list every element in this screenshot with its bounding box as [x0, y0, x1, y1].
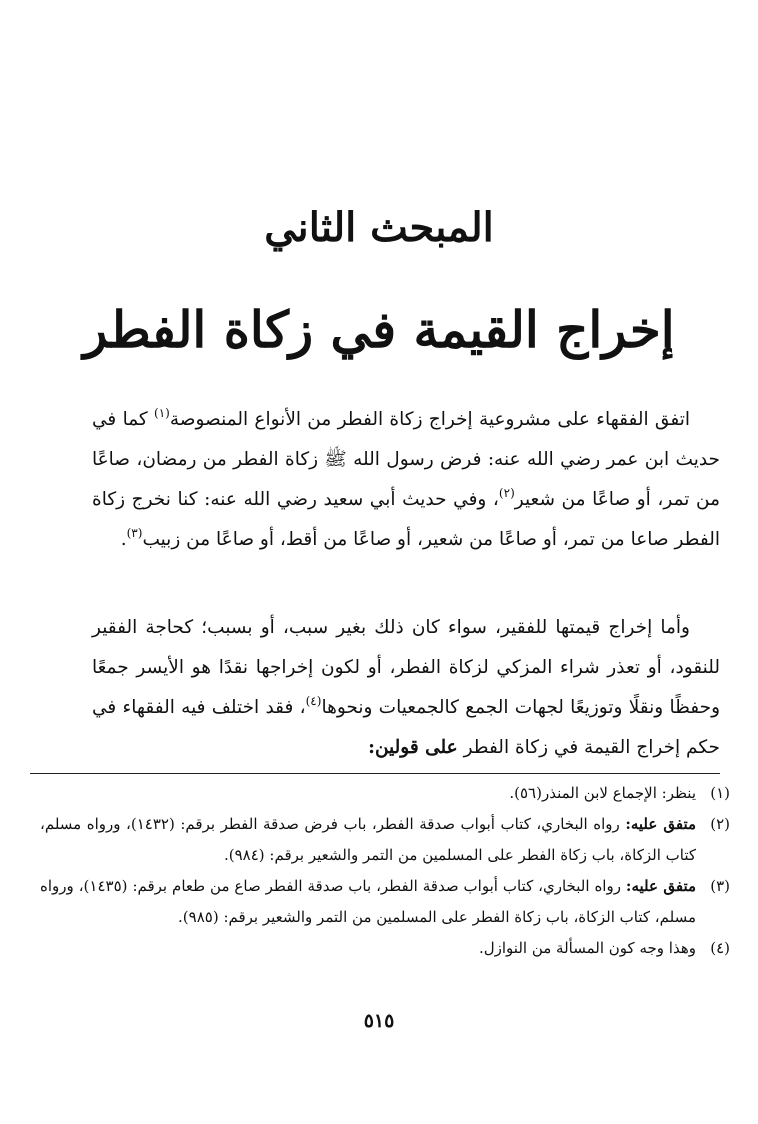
footnotes: [40, 778, 730, 964]
footnote-4: [40, 933, 730, 964]
paragraph-2: [92, 608, 720, 768]
footnote-number: (٤): [710, 939, 730, 957]
footnote-1: [40, 778, 730, 809]
footnote-text: [40, 809, 696, 871]
paragraph-2-text-a: وأما إخراج قيمتها للفقير، سواء كان ذلك بغير سبب، أو بسبب؛ كحاجة الفقير للنقود، أو تعذر شراء المزكي لزكاة الفطر، أو لكون إخراجها نقدًا هو الأيسر جمعًا وحفظًا ونقلًا وتوزيعًا لجهات الجمع كالجمعيات ونحوها: [92, 617, 720, 718]
footnote-label: متفق عليه:: [625, 877, 697, 895]
footnote-2: [40, 809, 730, 871]
paragraph-1-text-b: كما في حديث ابن عمر رضي الله عنه: فرض رسول الله ﷺ زكاة الفطر من رمضان، صاعًا من تمر، أو صاعًا من شعير: [92, 409, 720, 510]
footnote-text-body: رواه البخاري، كتاب أبواب صدقة الفطر، باب فرض صدقة الفطر برقم: (١٤٣٢)، ورواه مسلم، كتاب الزكاة، باب زكاة الفطر على المسلمين من التمر والشعير برقم: (٩٨٤).: [40, 815, 696, 864]
footnote-ref-3[interactable]: (٣): [126, 526, 143, 540]
footnote-text: [40, 778, 696, 809]
paragraph-1-text-c: ، وفي حديث أبي سعيد رضي الله عنه: كنا نخرج زكاة الفطر صاعا من تمر، أو صاعًا من شعير، أو صاعًا من أقط، أو صاعًا من زبيب: [92, 489, 720, 550]
footnote-text-body: ينظر: الإجماع لابن المنذر(٥٦).: [509, 784, 696, 802]
paragraph-1-text-d: .: [120, 529, 127, 550]
footnote-number: (٣): [710, 877, 730, 895]
footnote-number: (١): [710, 784, 730, 802]
chapter-title: إخراج القيمة في زكاة الفطر: [83, 300, 675, 359]
footnote-divider: [30, 773, 720, 774]
paragraph-1-text-a: اتفق الفقهاء على مشروعية إخراج زكاة الفطر من الأنواع المنصوصة: [169, 409, 690, 430]
footnote-text: [40, 933, 696, 964]
footnote-ref-1[interactable]: (١): [154, 406, 170, 420]
footnote-text-body: وهذا وجه كون المسألة من النوازل.: [478, 939, 696, 957]
footnote-3: [40, 871, 730, 933]
paragraph-1: [92, 400, 720, 560]
paragraph-2-text-b: ، فقد اختلف فيه الفقهاء في حكم إخراج القيمة في زكاة الفطر: [92, 697, 720, 758]
page-number: ٥١٥: [363, 1010, 395, 1032]
footnote-ref-2[interactable]: (٢): [498, 486, 515, 500]
footnote-label: متفق عليه:: [625, 815, 697, 833]
footnote-text: [40, 871, 696, 933]
section-title: المبحث الثاني: [264, 204, 494, 251]
footnote-number: (٢): [710, 815, 730, 833]
paragraph-2-bold-end: على قولين:: [368, 737, 458, 758]
footnote-ref-4[interactable]: (٤): [305, 694, 322, 708]
footnote-text-body: رواه البخاري، كتاب أبواب صدقة الفطر، باب صدقة الفطر صاع من طعام برقم: (١٤٣٥)، ورواه مسلم، كتاب الزكاة، باب زكاة الفطر على المسلمين من التمر والشعير برقم: (٩٨٥).: [40, 877, 696, 926]
